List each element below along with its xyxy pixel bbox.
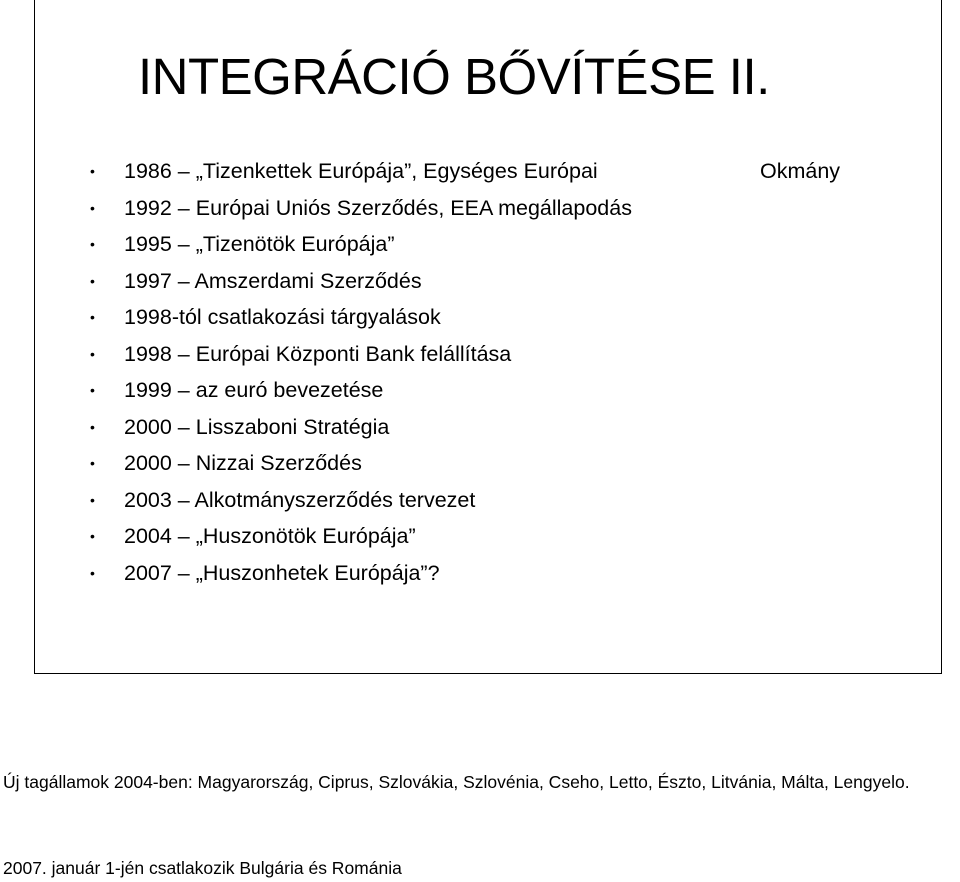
bullet-icon: • bbox=[90, 309, 95, 325]
bullet-icon: • bbox=[90, 528, 95, 544]
bullet-icon: • bbox=[90, 199, 95, 216]
list-item bbox=[90, 226, 930, 263]
bullet-icon: • bbox=[90, 564, 95, 581]
list-item-text: 2000 – Nizzai Szerződés bbox=[124, 451, 362, 475]
list-item bbox=[90, 153, 930, 190]
list-item bbox=[90, 190, 930, 227]
list-item-text: 1998-tól csatlakozási tárgyalások bbox=[124, 305, 441, 329]
list-item-text: 2003 – Alkotmányszerződés tervezet bbox=[124, 487, 476, 512]
bullet-icon: • bbox=[90, 236, 95, 252]
bullet-icon: • bbox=[90, 345, 95, 362]
bullet-icon: • bbox=[90, 382, 95, 398]
bullet-icon: • bbox=[90, 491, 95, 508]
accession-2007-note: 2007. január 1-jén csatlakozik Bulgária és Románia bbox=[3, 858, 402, 878]
slide-title: INTEGRÁCIÓ BŐVÍTÉSE II. bbox=[138, 48, 770, 105]
list-item-tail-text: Okmány bbox=[760, 159, 841, 183]
list-item-text: 1999 – az euró bevezetése bbox=[124, 378, 384, 402]
bullet-icon: • bbox=[90, 163, 95, 179]
bullet-icon: • bbox=[90, 418, 95, 435]
new-members-note: Új tagállamok 2004-ben: Magyarország, Ciprus, Szlovákia, Szlovénia, Cseho, Letto, Észto, Litvánia, Málta, Lengyelo. bbox=[3, 772, 910, 792]
list-item-text: 1998 – Európai Központi Bank felállítása bbox=[124, 341, 512, 366]
list-item-text: 1995 – „Tizenötök Európája” bbox=[124, 232, 395, 256]
list-item bbox=[90, 372, 930, 409]
list-item-text: 2007 – „Huszonhetek Európája”? bbox=[124, 560, 440, 585]
slide-frame bbox=[34, 0, 942, 674]
bullet-icon: • bbox=[90, 455, 95, 471]
list-item bbox=[90, 336, 930, 373]
list-item bbox=[90, 299, 930, 336]
list-item-text: 1997 – Amszerdami Szerződés bbox=[124, 268, 422, 293]
list-item bbox=[90, 263, 930, 300]
list-item-text: 2000 – Lisszaboni Stratégia bbox=[124, 414, 390, 439]
list-item bbox=[90, 482, 930, 519]
list-item bbox=[90, 555, 930, 592]
bullet-icon: • bbox=[90, 272, 95, 289]
list-item-text: 1992 – Európai Uniós Szerződés, EEA megállapodás bbox=[124, 195, 632, 220]
notes-footer bbox=[3, 770, 958, 878]
list-item-text: 1986 – „Tizenkettek Európája”, Egységes Európai bbox=[124, 159, 598, 183]
list-item bbox=[90, 409, 930, 446]
list-item bbox=[90, 518, 930, 555]
list-item-text: 2004 – „Huszonötök Európája” bbox=[124, 524, 416, 548]
list-item bbox=[90, 445, 930, 482]
timeline-list bbox=[90, 153, 930, 591]
